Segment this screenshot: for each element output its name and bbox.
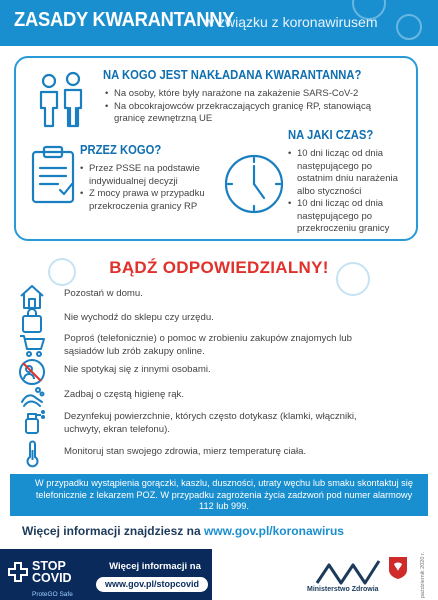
by-list <box>80 163 215 213</box>
medical-cross-icon <box>8 562 28 582</box>
header-banner <box>0 0 438 46</box>
clock-icon <box>222 152 286 216</box>
shopping-cart-icon <box>18 331 46 359</box>
more-info-link[interactable]: www.gov.pl/koronawirus <box>203 524 344 538</box>
list-item: • Na osoby, które były narażone na zakażenie SARS-CoV-2 <box>105 88 395 101</box>
page-subtitle: w związku z koronawirusem <box>204 14 378 30</box>
footer <box>0 543 438 600</box>
slogan-heading: BĄDŹ ODPOWIEDZIALNY! <box>109 258 329 277</box>
page-title: ZASADY KWARANTANNY <box>14 9 235 31</box>
stopcovid-name-line2: COVID <box>32 571 72 585</box>
list-item: • Przez PSSE na podstawie indywidualnej decyzji <box>80 163 215 188</box>
recommendation-text: Monitoruj stan swojego zdrowia, mierz temperaturę ciała. <box>64 446 307 457</box>
recommendation-text: Poproś (telefonicznie) o pomoc w zrobieniu zakupów znajomych lub sąsiadów lub zrób zakupy online. <box>64 333 352 357</box>
recommendation-text: Dezynfekuj powierzchnie, których często dotykasz (klamki, włączniki, uchwyty, ekran telefonu). <box>64 411 357 435</box>
no-people-icon <box>18 358 46 386</box>
recommendation-text: Zadbaj o częstą higienę rąk. <box>64 389 184 400</box>
stopcovid-tagline: ProteGO Safe <box>32 591 73 598</box>
more-info-label: Więcej informacji znajdziesz na <box>22 524 201 538</box>
people-icon <box>30 70 92 130</box>
notice-text: W przypadku wystąpienia gorączki, kaszlu, duszności, utraty węchu lub smaku skontaktuj się telefonicznie z lekarzem POZ. W przypadku zagrożenia życia zadzwoń pod numer alarmowy 112 lub 999. <box>35 478 413 511</box>
clipboard-icon <box>30 144 80 206</box>
stopcovid-link[interactable]: www.gov.pl/stopcovid <box>96 577 208 592</box>
duration-heading: NA JAKI CZAS? <box>288 128 374 142</box>
more-info-line <box>22 524 344 538</box>
who-list <box>105 88 395 126</box>
list-item: • 10 dni licząc od dnia następującego po ostatnim dniu narażenia albo styczności <box>288 148 400 198</box>
symptoms-notice <box>10 474 428 516</box>
coat-of-arms-icon <box>388 556 408 580</box>
duration-list <box>288 148 400 236</box>
disinfect-spray-icon <box>18 407 46 435</box>
stopcovid-name-line1: STOP <box>32 559 66 573</box>
ministry-name: Ministerstwo Zdrowia <box>307 586 379 593</box>
stopcovid-promo-label: Więcej informacji na <box>109 561 201 572</box>
list-item: • Z mocy prawa w przypadku przekroczenia granicy RP <box>80 188 215 213</box>
recommendation-text: Pozostań w domu. <box>64 288 143 299</box>
list-item: • Na obcokrajowców przekraczających granicę RP, stanowiącą granicę zewnętrzną UE <box>105 101 395 126</box>
virus-decoration-icon <box>396 14 422 40</box>
stopcovid-banner[interactable] <box>0 549 212 600</box>
thermometer-icon <box>18 440 46 468</box>
list-item: • 10 dni licząc od dnia następującego po przekroczeniu granicy <box>288 198 400 236</box>
print-date: październik 2020 r. <box>420 552 426 599</box>
recommendation-text: Nie spotykaj się z innymi osobami. <box>64 364 211 375</box>
recommendation-text: Nie wychodź do sklepu czy urzędu. <box>64 312 214 323</box>
who-heading: NA KOGO JEST NAKŁADANA KWARANTANNA? <box>103 68 362 82</box>
by-heading: PRZEZ KOGO? <box>80 143 162 157</box>
virus-decoration-icon <box>48 258 76 286</box>
